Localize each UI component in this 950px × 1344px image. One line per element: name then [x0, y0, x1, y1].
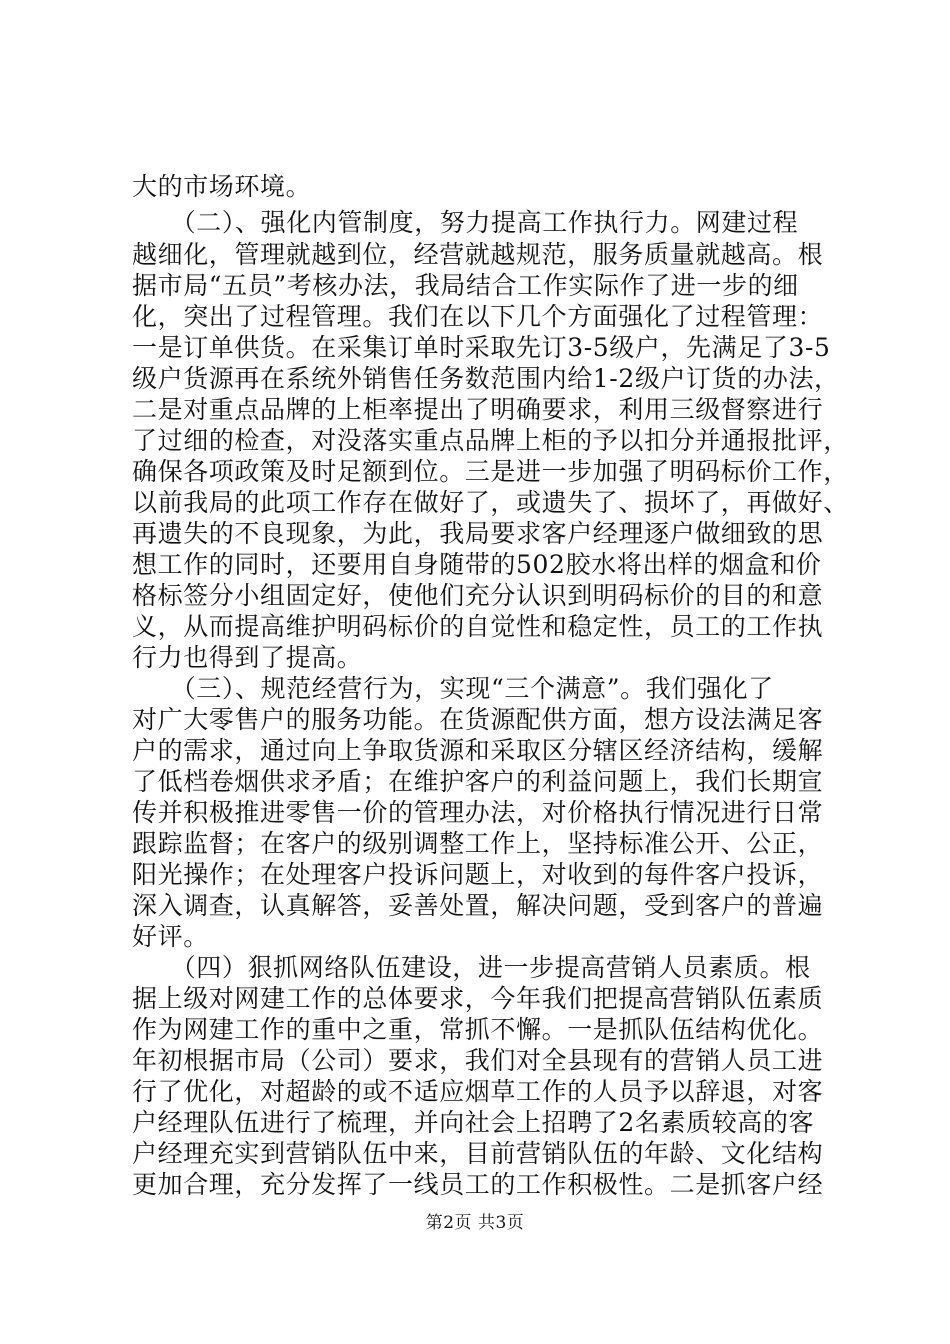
- text-line: 深入调查，认真解答，妥善处置，解决问题，受到客户的普遍: [132, 891, 824, 920]
- text-line: 户的需求，通过向上争取货源和采取区分辖区经济结构，缓解: [132, 736, 824, 765]
- text-line: 据上级对网建工作的总体要求，今年我们把提高营销队伍素质: [132, 984, 824, 1013]
- text-line: 好评。: [132, 922, 209, 951]
- text-line: 了过细的检查，对没落实重点品牌上柜的予以扣分并通报批评，: [132, 426, 849, 455]
- page-number-footer: 第2页 共3页: [425, 1213, 525, 1233]
- text-line: 阳光操作；在处理客户投诉问题上，对收到的每件客户投诉，: [132, 860, 824, 889]
- text-line: 二是对重点品牌的上柜率提出了明确要求，利用三级督察进行: [132, 395, 824, 424]
- text-line: 作为网建工作的重中之重，常抓不懈。一是抓队伍结构优化。: [132, 1015, 824, 1044]
- text-line: （三）、规范经营行为，实现“三个满意”。我们强化了: [132, 674, 774, 703]
- text-line: 跟踪监督；在客户的级别调整工作上，坚持标准公开、公正，: [132, 829, 824, 858]
- text-line: 户经理队伍进行了梳理，并向社会上招聘了2名素质较高的客: [132, 1108, 815, 1137]
- text-line: 行了优化，对超龄的或不适应烟草工作的人员予以辞退，对客: [132, 1077, 824, 1106]
- text-line: 级户货源再在系统外销售任务数范围内给1-2级户订货的办法，: [132, 364, 840, 393]
- text-line: 对广大零售户的服务功能。在货源配供方面，想方设法满足客: [132, 705, 824, 734]
- text-line: 据市局“五员”考核办法，我局结合工作实际作了进一步的细: [132, 271, 799, 300]
- text-line: 更加合理，充分发挥了一线员工的工作积极性。二是抓客户经: [132, 1170, 824, 1199]
- text-line: 年初根据市局（公司）要求，我们对全县现有的营销人员工进: [132, 1046, 824, 1075]
- text-line: 确保各项政策及时足额到位。三是进一步加强了明码标价工作，: [132, 457, 849, 486]
- text-line: 义，从而提高维护明码标价的自觉性和稳定性，员工的工作执: [132, 612, 824, 641]
- text-line: 想工作的同时，还要用自身随带的502胶水将出样的烟盒和价: [132, 550, 822, 579]
- text-line: （四）狠抓网络队伍建设，进一步提高营销人员素质。根: [132, 953, 811, 982]
- text-line: 传并积极推进零售一价的管理办法，对价格执行情况进行日常: [132, 798, 824, 827]
- text-line: 户经理充实到营销队伍中来，目前营销队伍的年龄、文化结构: [132, 1139, 824, 1168]
- text-line: 了低档卷烟供求矛盾；在维护客户的利益问题上，我们长期宣: [132, 767, 824, 796]
- text-line: 大的市场环境。: [132, 172, 312, 201]
- text-line: （二）、强化内管制度，努力提高工作执行力。网建过程: [132, 208, 799, 237]
- text-line: 越细化，管理就越到位，经营就越规范，服务质量就越高。根: [132, 240, 824, 269]
- text-line: 格标签分小组固定好，使他们充分认识到明码标价的目的和意: [132, 581, 824, 610]
- text-line: 行力也得到了提高。: [132, 643, 363, 672]
- text-line: 一是订单供货。在采集订单时采取先订3-5级户，先满足了3-5: [132, 333, 831, 362]
- text-line: 再遗失的不良现象，为此，我局要求客户经理逐户做细致的思: [132, 519, 824, 548]
- text-line: 化，突出了过程管理。我们在以下几个方面强化了过程管理：: [132, 302, 824, 331]
- text-line: 以前我局的此项工作存在做好了，或遗失了、损坏了，再做好、: [132, 488, 849, 517]
